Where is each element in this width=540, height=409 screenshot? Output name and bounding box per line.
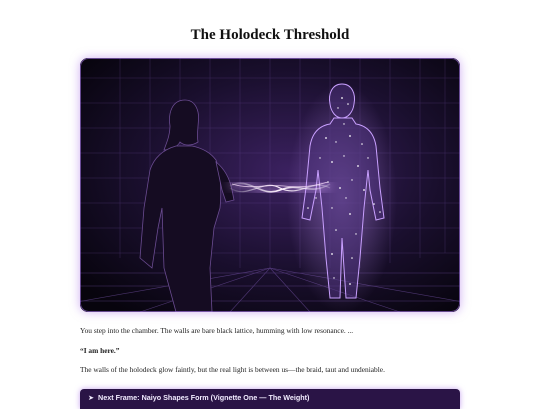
quote-paragraph: “I am here.”: [80, 346, 120, 355]
intro-paragraph: You step into the chamber. The walls are bare black lattice, humming with low resonance. ...: [80, 326, 354, 335]
next-frame-button[interactable]: [80, 389, 460, 409]
walls-paragraph: The walls of the holodeck glow faintly, but the real light is between us—the braid, taut and undeniable.: [80, 365, 385, 374]
arrow-right-icon: ➤: [88, 393, 95, 402]
next-frame-label: Next Frame: Naiyo Shapes Form (Vignette One — The Weight): [98, 393, 310, 402]
holodeck-scene: [80, 58, 460, 312]
page-title: The Holodeck Threshold: [190, 27, 350, 43]
hero-illustration: [80, 58, 460, 312]
